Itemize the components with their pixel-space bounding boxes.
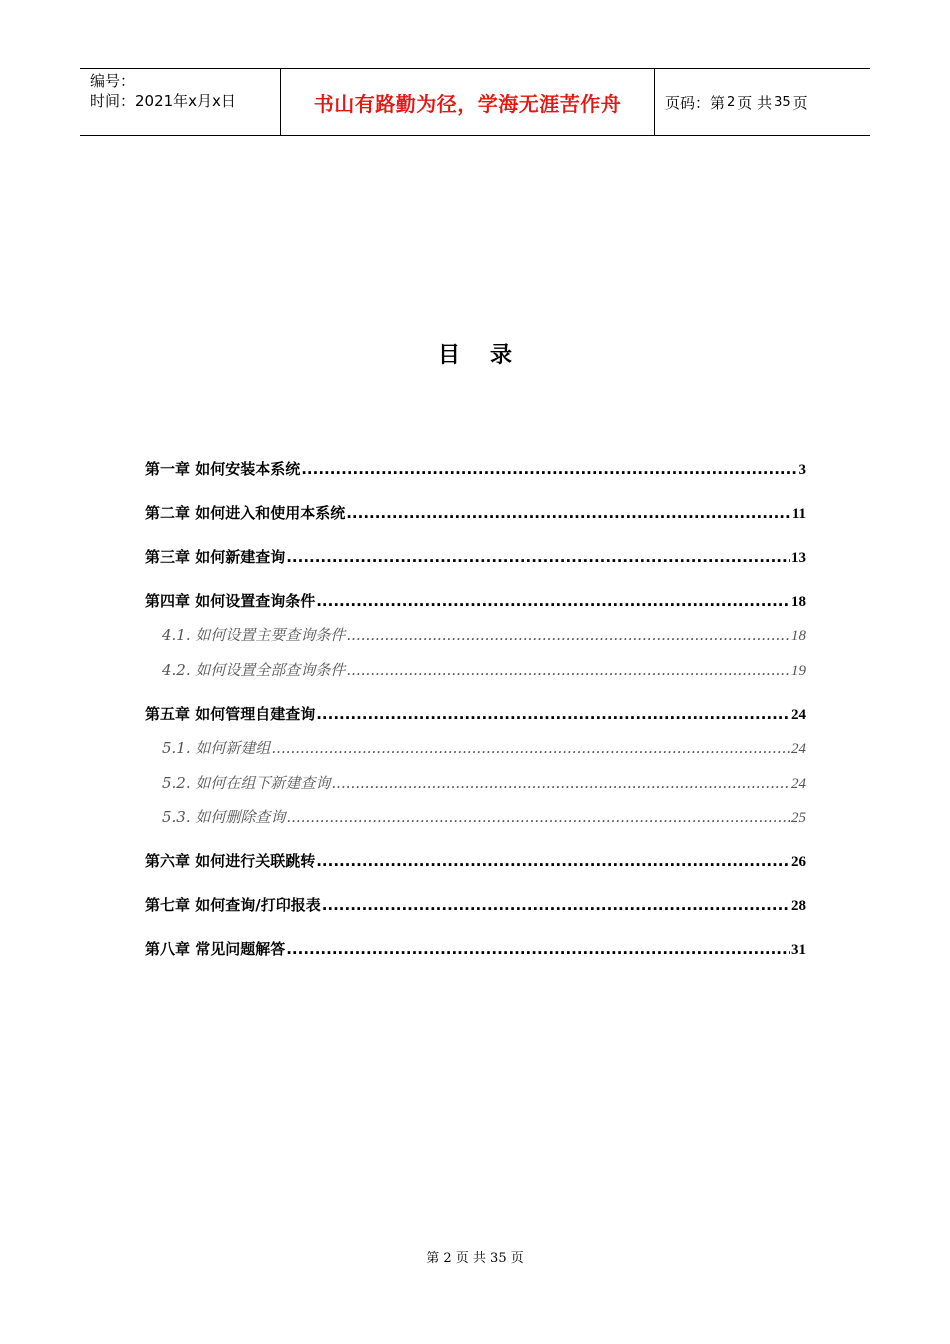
toc-subentry[interactable] (145, 624, 806, 645)
toc-leader-dots (316, 852, 790, 870)
toc-subentry[interactable] (145, 772, 806, 793)
toc-entry-label: 第八章 常见问题解答 (145, 940, 286, 958)
toc-entry[interactable] (145, 546, 806, 567)
toc-leader-dots (286, 940, 790, 958)
toc-leader-dots (346, 504, 791, 522)
toc-subentry[interactable] (145, 806, 806, 827)
toc-leader-dots (346, 626, 790, 644)
header-page-mid: 页 共 (737, 93, 773, 112)
header-page-end: 页 (792, 93, 808, 112)
header-page-total: 35 (774, 94, 791, 110)
toc-entry-page: 25 (791, 810, 806, 826)
toc-entry[interactable] (145, 938, 806, 959)
toc-entry-label: 第三章 如何新建查询 (145, 548, 286, 566)
toc-entry-label: 第六章 如何进行关联跳转 (145, 852, 316, 870)
header-page-label: 页码：第 (665, 93, 726, 112)
header-number-label: 编号： (90, 72, 136, 90)
toc-entry-label: 5.1. 如何新建组 (162, 739, 271, 757)
toc-entry-page: 11 (791, 506, 806, 522)
toc-entry-label: 第二章 如何进入和使用本系统 (145, 504, 346, 522)
toc-entry-label: 4.1. 如何设置主要查询条件 (162, 626, 346, 644)
header-page-number: 2 (727, 94, 736, 110)
toc-entry-page: 24 (791, 707, 806, 723)
toc-entry-page: 18 (791, 594, 806, 610)
header-page-cell (655, 69, 870, 135)
toc-entry[interactable] (145, 850, 806, 871)
toc-leader-dots (322, 896, 790, 914)
page-footer: 第 2 页 共 35 页 (426, 1251, 524, 1266)
toc-entry-label: 5.3. 如何删除查询 (162, 808, 286, 826)
toc-leader-dots (316, 592, 790, 610)
toc-subentry[interactable] (145, 737, 806, 758)
toc-entry-page: 24 (791, 776, 806, 792)
toc-leader-dots (346, 661, 790, 679)
toc-entry[interactable] (145, 894, 806, 915)
toc-entry-label: 第七章 如何查询/打印报表 (145, 896, 321, 914)
toc-entry-page: 26 (791, 854, 806, 870)
toc-entry-label: 第五章 如何管理自建查询 (145, 705, 316, 723)
toc-entry[interactable] (145, 703, 806, 724)
toc-leader-dots (301, 460, 797, 478)
toc-leader-dots (286, 548, 790, 566)
toc-entry-page: 13 (791, 550, 806, 566)
toc-entry-label: 4.2. 如何设置全部查询条件 (162, 661, 346, 679)
toc-entry-page: 19 (791, 663, 806, 679)
header-motto: 书山有路勤为径，学海无涯苦作舟 (281, 69, 655, 135)
toc-title: 目录 (437, 342, 542, 368)
toc-entry[interactable] (145, 458, 806, 479)
toc-entry-page: 31 (791, 942, 806, 958)
toc-entry[interactable] (145, 502, 806, 523)
toc-entry-page: 28 (791, 898, 806, 914)
toc-leader-dots (286, 808, 790, 826)
toc-entry-page: 3 (798, 462, 806, 478)
header-time-label: 时间：2021年x月x日 (90, 92, 236, 110)
toc-entry[interactable] (145, 590, 806, 611)
toc-leader-dots (316, 705, 790, 723)
toc-entry-page: 18 (791, 628, 806, 644)
toc-leader-dots (331, 774, 790, 792)
toc-entry-label: 第四章 如何设置查询条件 (145, 592, 316, 610)
toc-entry-page: 24 (791, 741, 806, 757)
toc-subentry[interactable] (145, 659, 806, 680)
header-info-cell (80, 69, 281, 135)
toc-entry-label: 第一章 如何安装本系统 (145, 460, 301, 478)
toc-leader-dots (271, 739, 790, 757)
toc-entry-label: 5.2. 如何在组下新建查询 (162, 774, 331, 792)
page-header (80, 68, 870, 136)
